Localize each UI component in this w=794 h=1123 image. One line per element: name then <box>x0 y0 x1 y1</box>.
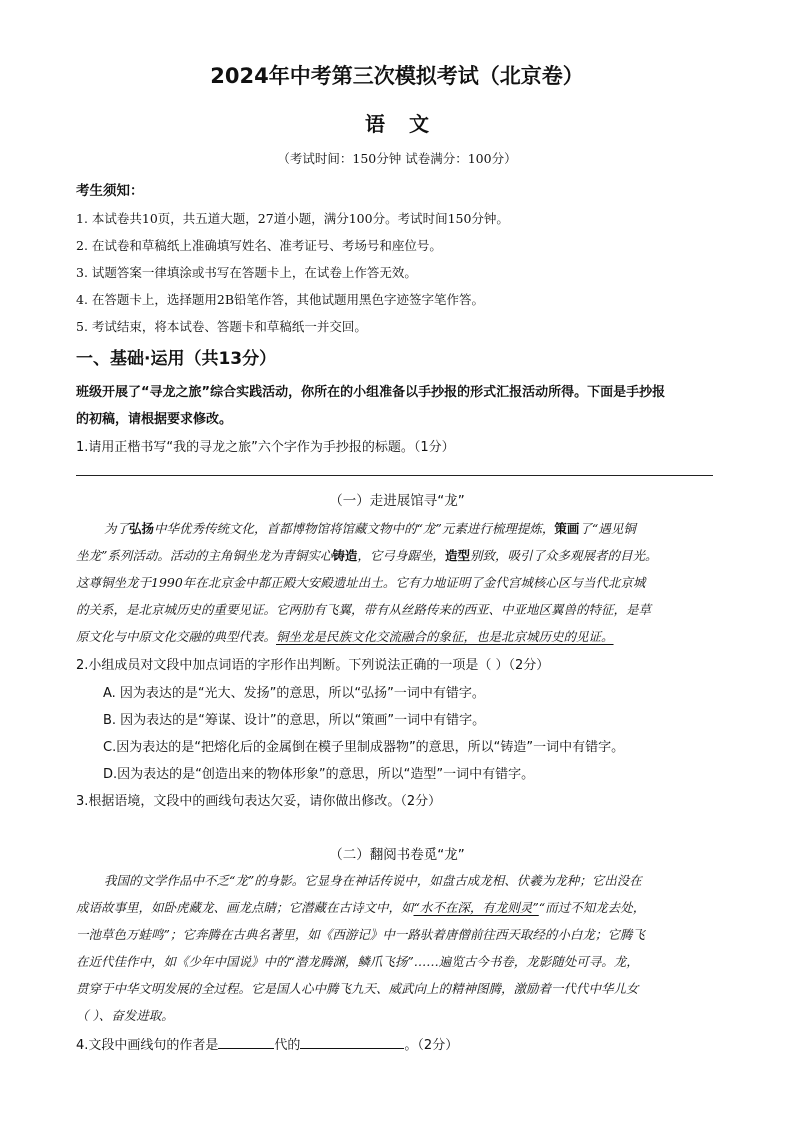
underlined-sentence: 铜坐龙是民族文化交流融合的象征，也是北京城历史的见证。 <box>276 629 614 644</box>
notice-item: 2. 在试卷和草稿纸上准确填写姓名、准考证号、考场号和座位号。 <box>76 238 442 253</box>
passage-line: 的关系，是北京城历史的重要见证。它两肋有飞翼，带有从丝路传来的西亚、中亚地区翼兽的特征，是草 <box>76 602 652 617</box>
section-intro-line: 的初稿，请根据要求修改。 <box>76 412 233 427</box>
passage-line: 这尊铜坐龙于1990年在北京金中都正殿大安殿遗址出土。它有力地证明了金代宫城核心区与当代北京城 <box>76 575 646 590</box>
option-d[interactable]: D.因为表达的是“创造出来的物体形象”的意思，所以“造型”一词中有错字。 <box>103 767 535 782</box>
page-title: 2024年中考第三次模拟考试（北京卷） <box>210 64 584 88</box>
question-3: 3.根据语境，文段中的画线句表达欠妥，请你做出修改。（2分） <box>76 794 442 809</box>
dotted-word: 弘扬 <box>129 521 155 536</box>
dotted-word: 造型 <box>444 548 470 563</box>
passage-line: 一池草色万蛙鸣”；它奔腾在古典名著里，如《西游记》中一路驮着唐僧前往西天取经的小白龙；它腾飞 <box>76 927 645 942</box>
notice-item: 3. 试题答案一律填涂或书写在答题卡上，在试卷上作答无效。 <box>76 265 417 280</box>
answer-blank[interactable] <box>218 1036 274 1049</box>
option-b[interactable]: B. 因为表达的是“筹谋、设计”的意思，所以“策画”一词中有错字。 <box>103 713 486 728</box>
answer-line[interactable] <box>76 475 713 476</box>
exam-info: （考试时间：150分钟 试卷满分：100分） <box>277 151 517 166</box>
question-1: 1.请用正楷书写“我的寻龙之旅”六个字作为手抄报的标题。（1分） <box>76 440 455 455</box>
answer-blank[interactable] <box>300 1036 404 1049</box>
dotted-word: 策画 <box>554 521 580 536</box>
question-2: 2.小组成员对文段中加点词语的字形作出判断。下列说法正确的一项是（ ）（2分） <box>76 658 550 673</box>
part1-heading: （一）走进展馆寻“龙” <box>329 493 465 509</box>
passage-line: 坐龙”系列活动。活动的主角铜坐龙为青铜实心铸造，它弓身踞坐，造型别致，吸引了众多观展者的目光。 <box>76 548 658 563</box>
option-a[interactable]: A. 因为表达的是“光大、发扬”的意思，所以“弘扬”一词中有错字。 <box>103 686 485 701</box>
subject-title: 语文 <box>365 112 453 136</box>
passage-line: （ ）、奋发进取。 <box>76 1008 174 1023</box>
passage-line: 在近代佳作中，如《少年中国说》中的“潜龙腾渊，鳞爪飞扬”……遍览古今书卷，龙影随处可寻。龙， <box>76 954 639 969</box>
passage-line: 原文化与中原文化交融的典型代表。铜坐龙是民族文化交流融合的象征，也是北京城历史的见证。 <box>76 629 614 644</box>
underlined-quote: “水不在深，有龙则灵” <box>413 900 539 915</box>
question-4: 4.文段中画线句的作者是 代的 。（2分） <box>76 1038 459 1053</box>
option-c[interactable]: C.因为表达的是“把熔化后的金属倒在模子里制成器物”的意思，所以“铸造”一词中有错字。 <box>103 740 625 755</box>
part1-passage <box>76 519 722 649</box>
passage-line: 为了弘扬中华优秀传统文化，首都博物馆将馆藏文物中的“龙”元素进行梳理提炼，策画了“遇见铜 <box>104 521 636 536</box>
passage-line: 成语故事里，如卧虎藏龙、画龙点睛；它潜藏在古诗文中，如“水不在深，有龙则灵”“而过不知龙去处， <box>76 900 646 915</box>
notice-item: 4. 在答题卡上，选择题用2B铅笔作答，其他试题用黑色字迹签字笔作答。 <box>76 292 485 307</box>
notice-item: 1. 本试卷共10页，共五道大题，27道小题，满分100分。考试时间150分钟。 <box>76 211 509 226</box>
section-intro-line: 班级开展了“寻龙之旅”综合实践活动，你所在的小组准备以手抄报的形式汇报活动所得。下面是手抄报 <box>76 385 666 400</box>
notice-item: 5. 考试结束，将本试卷、答题卡和草稿纸一并交回。 <box>76 319 367 334</box>
part2-passage <box>76 871 722 1031</box>
passage-line: 贯穿于中华文明发展的全过程。它是国人心中腾飞九天、威武向上的精神图腾，激励着一代代中华儿女 <box>76 981 639 996</box>
notice-heading: 考生须知： <box>76 183 144 199</box>
section-heading: 一、基础·运用（共13分） <box>76 349 277 369</box>
passage-line: 我国的文学作品中不乏“龙”的身影。它显身在神话传说中，如盘古成龙相、伏羲为龙种；它出没在 <box>104 873 642 888</box>
part2-heading: （二）翻阅书卷觅“龙” <box>329 847 465 863</box>
dotted-word: 铸造 <box>332 548 358 563</box>
